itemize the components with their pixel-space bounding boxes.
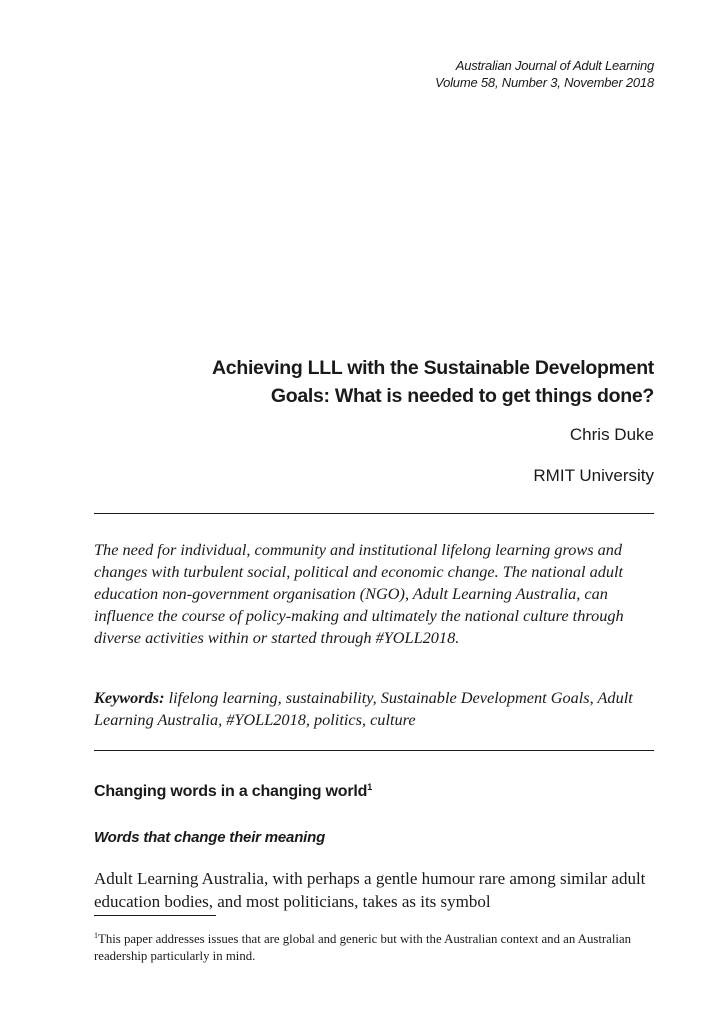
section-heading-footnote-mark[interactable]: 1 bbox=[367, 782, 373, 792]
keywords bbox=[94, 687, 656, 731]
journal-issue: Volume 58, Number 3, November 2018 bbox=[435, 75, 654, 90]
footnote-text: This paper addresses issues that are global and generic but with the Australian context and an Australian readership particularly in mind. bbox=[94, 932, 632, 963]
footnote-divider bbox=[94, 915, 216, 916]
author-affiliation: RMIT University bbox=[533, 466, 654, 485]
journal-name: Australian Journal of Adult Learning bbox=[455, 58, 654, 73]
abstract-text: The need for individual, community and institutional lifelong learning grows and changes with turbulent social, political and economic change. The national adult education non-government organisation (NGO), Adult Learning Australia, can influence the course of policy-making and ultimately the national culture through diverse activities within or started through #YOLL2018. bbox=[94, 540, 624, 647]
keywords-text: lifelong learning, sustainability, Sustainable Development Goals, Adult Learning Australia, #YOLL2018, politics, culture bbox=[94, 688, 633, 729]
footnote bbox=[94, 931, 656, 965]
author-name: Chris Duke bbox=[569, 425, 654, 444]
abstract-top-divider bbox=[94, 513, 654, 514]
journal-header bbox=[435, 57, 654, 91]
abstract-bottom-divider bbox=[94, 750, 654, 751]
subsection-heading: Words that change their meaning bbox=[94, 829, 326, 846]
article-title bbox=[134, 354, 654, 410]
keywords-label: Keywords: bbox=[94, 688, 165, 707]
article-title-line-2: Goals: What is needed to get things done? bbox=[270, 385, 654, 407]
footnote-mark: 1 bbox=[94, 931, 98, 940]
section-heading bbox=[94, 781, 372, 803]
section-heading-text: Changing words in a changing world bbox=[94, 783, 368, 800]
article-title-line-1: Achieving LLL with the Sustainable Development bbox=[212, 357, 654, 379]
body-paragraph: Adult Learning Australia, with perhaps a gentle humour rare among similar adult education bodies, and most politicians, takes as its symbol bbox=[94, 869, 646, 911]
